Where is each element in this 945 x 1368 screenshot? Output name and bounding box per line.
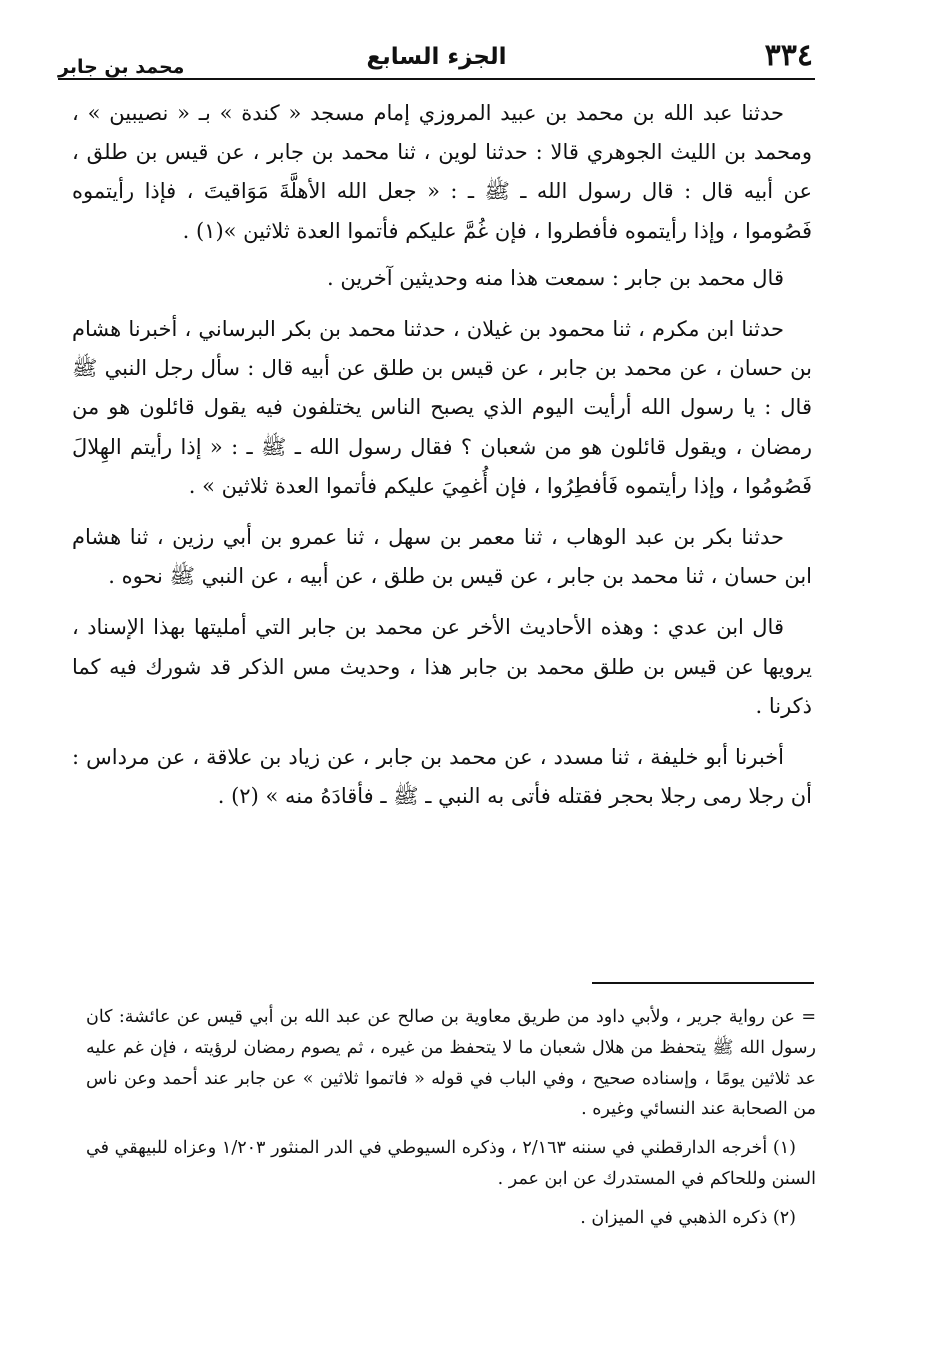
main-text bbox=[72, 94, 812, 828]
footnote-divider bbox=[592, 982, 814, 984]
running-title: الجزء السابع bbox=[366, 44, 507, 70]
paragraph-4: حدثنا بكر بن عبد الوهاب ، ثنا معمر بن سهل ، ثنا عمرو بن أبي رزين ، ثنا هشام ابن حسان ، ثنا محمد بن جابر ، عن قيس بن طلق ، عن أبيه ، عن النبي ﷺ نحوه . bbox=[72, 525, 812, 589]
footnotes bbox=[86, 1002, 816, 1242]
running-name: محمد بن جابر bbox=[58, 56, 185, 78]
footnote-2: (٢) ذكره الذهبي في الميزان . bbox=[580, 1207, 796, 1228]
footnote-continuation: = عن رواية جرير ، ولأبي داود من طريق معاوية بن صالح عن عبد الله بن أبي قيس عن عائشة: كان رسول الله ﷺ يتحفظ من هلال شعبان ما لا يتحفظ من غيره ، ثم يصوم رمضان لرؤيته ، فإن غم عليه عد ثلاثين يومًا ، وإسناده صحيح ، وفي الباب في قوله « فاتموا ثلاثين » عن جابر عند أحمد وعن ناس من الصحابة عند النسائي وغيره . bbox=[86, 1007, 816, 1120]
paragraph-5: قال ابن عدي : وهذه الأحاديث الأخر عن محمد بن جابر التي أمليتها بهذا الإسناد ، يرويها عن قيس بن طلق محمد بن جابر هذا ، وحديث مس الذكر قد شورك فيه كما ذكرنا . bbox=[72, 615, 812, 718]
paragraph-1: حدثنا عبد الله بن محمد بن عبيد المروزي إمام مسجد « كندة » بـ « نصيبين » ، ومحمد بن الليث الجوهري قالا : حدثنا لوين ، ثنا محمد بن جابر ، عن قيس بن طلق ، عن أبيه قال : قال رسول الله ـ ﷺ ـ : « جعل الله الأهلَّةَ مَوَاقيتَ ، فإذا رأيتموه فَصُوموا ، وإذا رأيتموه فأفطروا ، فإن غُمَّ عليكم فأتموا العدة ثلاثين »(١) . bbox=[72, 101, 812, 243]
paragraph-3: حدثنا ابن مكرم ، ثنا محمود بن غيلان ، حدثنا محمد بن بكر البرساني ، أخبرنا هشام بن حسان ، عن محمد بن جابر ، عن قيس بن طلق عن أبيه قال : سأل رجل النبي ﷺ قال : يا رسول الله أرأيت اليوم الذي يصبح الناس يختلفون فيه يقول قائلون هو من رمضان ، ويقول قائلون هو من شعبان ؟ فقال رسول الله ـ ﷺ ـ : « إذا رأيتم الهِلالَ فَصُومُوا ، وإذا رأيتموه فَأفطِرُوا ، فإن أُغمِيَ عليكم فأتموا العدة ثلاثين » . bbox=[72, 317, 812, 498]
page-number: ٣٣٤ bbox=[764, 38, 813, 73]
paragraph-6: أخبرنا أبو خليفة ، ثنا مسدد ، عن محمد بن جابر ، عن زياد بن علاقة ، عن مرداس : أن رجلا رمى رجلا بحجر فقتله فأتى به النبي ـ ﷺ ـ فأقادَهُ منه » (٢) . bbox=[72, 745, 812, 809]
paragraph-2: قال محمد بن جابر : سمعت هذا منه وحديثين آخرين . bbox=[327, 265, 784, 290]
footnote-1: (١) أخرجه الدارقطني في سننه ٢/١٦٣ ، وذكره السيوطي في الدر المنثور ١/٢٠٣ وعزاه للبيهقي في السنن وللحاكم في المستدرك عن ابن عمر . bbox=[86, 1138, 816, 1189]
page-header bbox=[58, 34, 815, 80]
